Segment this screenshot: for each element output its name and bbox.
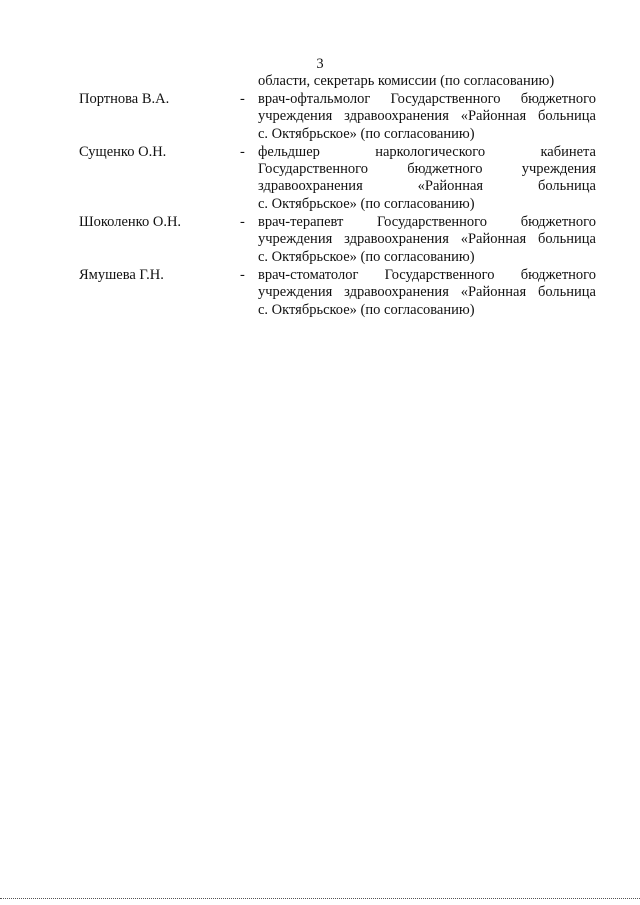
member-name: Ямушева Г.Н.: [79, 266, 164, 283]
member-role: [258, 144, 596, 213]
role-line: с. Октябрьское» (по согласованию): [258, 301, 475, 318]
member-entry-yamusheva: [0, 267, 640, 319]
role-line: с. Октябрьское» (по согласованию): [258, 125, 475, 142]
role-line: с. Октябрьское» (по согласованию): [258, 248, 475, 265]
role-line: учреждения здравоохранения «Районная больница: [258, 231, 596, 248]
member-dash: -: [240, 214, 245, 231]
member-dash: -: [240, 91, 245, 107]
page-number: 3: [316, 56, 324, 72]
member-name: Шоколенко О.Н.: [79, 214, 182, 231]
member-name: Портнова В.А.: [79, 91, 170, 107]
member-entry-sushchenko: [0, 144, 640, 213]
member-entry-portnova: [0, 91, 640, 143]
role-line: врач-терапевт Государственного бюджетного: [258, 214, 596, 231]
continuation-text: области, секретарь комиссии (по согласованию): [258, 73, 555, 89]
member-dash: -: [240, 266, 245, 283]
member-name: Сущенко О.Н.: [79, 143, 167, 160]
footer-scan-rule: [0, 898, 640, 899]
role-line: учреждения здравоохранения «Районная больница: [258, 284, 596, 301]
member-role: [258, 267, 596, 319]
commission-members-list: [0, 91, 640, 320]
member-role: [258, 214, 596, 266]
member-role: [258, 91, 596, 143]
role-line: учреждения здравоохранения «Районная больница: [258, 108, 596, 125]
role-line: фельдшер наркологического кабинета: [258, 143, 596, 160]
role-line: Государственного бюджетного учреждения: [258, 161, 596, 178]
role-line: с. Октябрьское» (по согласованию): [258, 195, 475, 212]
member-dash: -: [240, 143, 245, 160]
role-line: врач-офтальмолог Государственного бюджетного: [258, 91, 596, 107]
role-line: здравоохранения «Районная больница: [258, 178, 596, 195]
role-line: врач-стоматолог Государственного бюджетного: [258, 266, 596, 283]
member-entry-shokolenko: [0, 214, 640, 266]
